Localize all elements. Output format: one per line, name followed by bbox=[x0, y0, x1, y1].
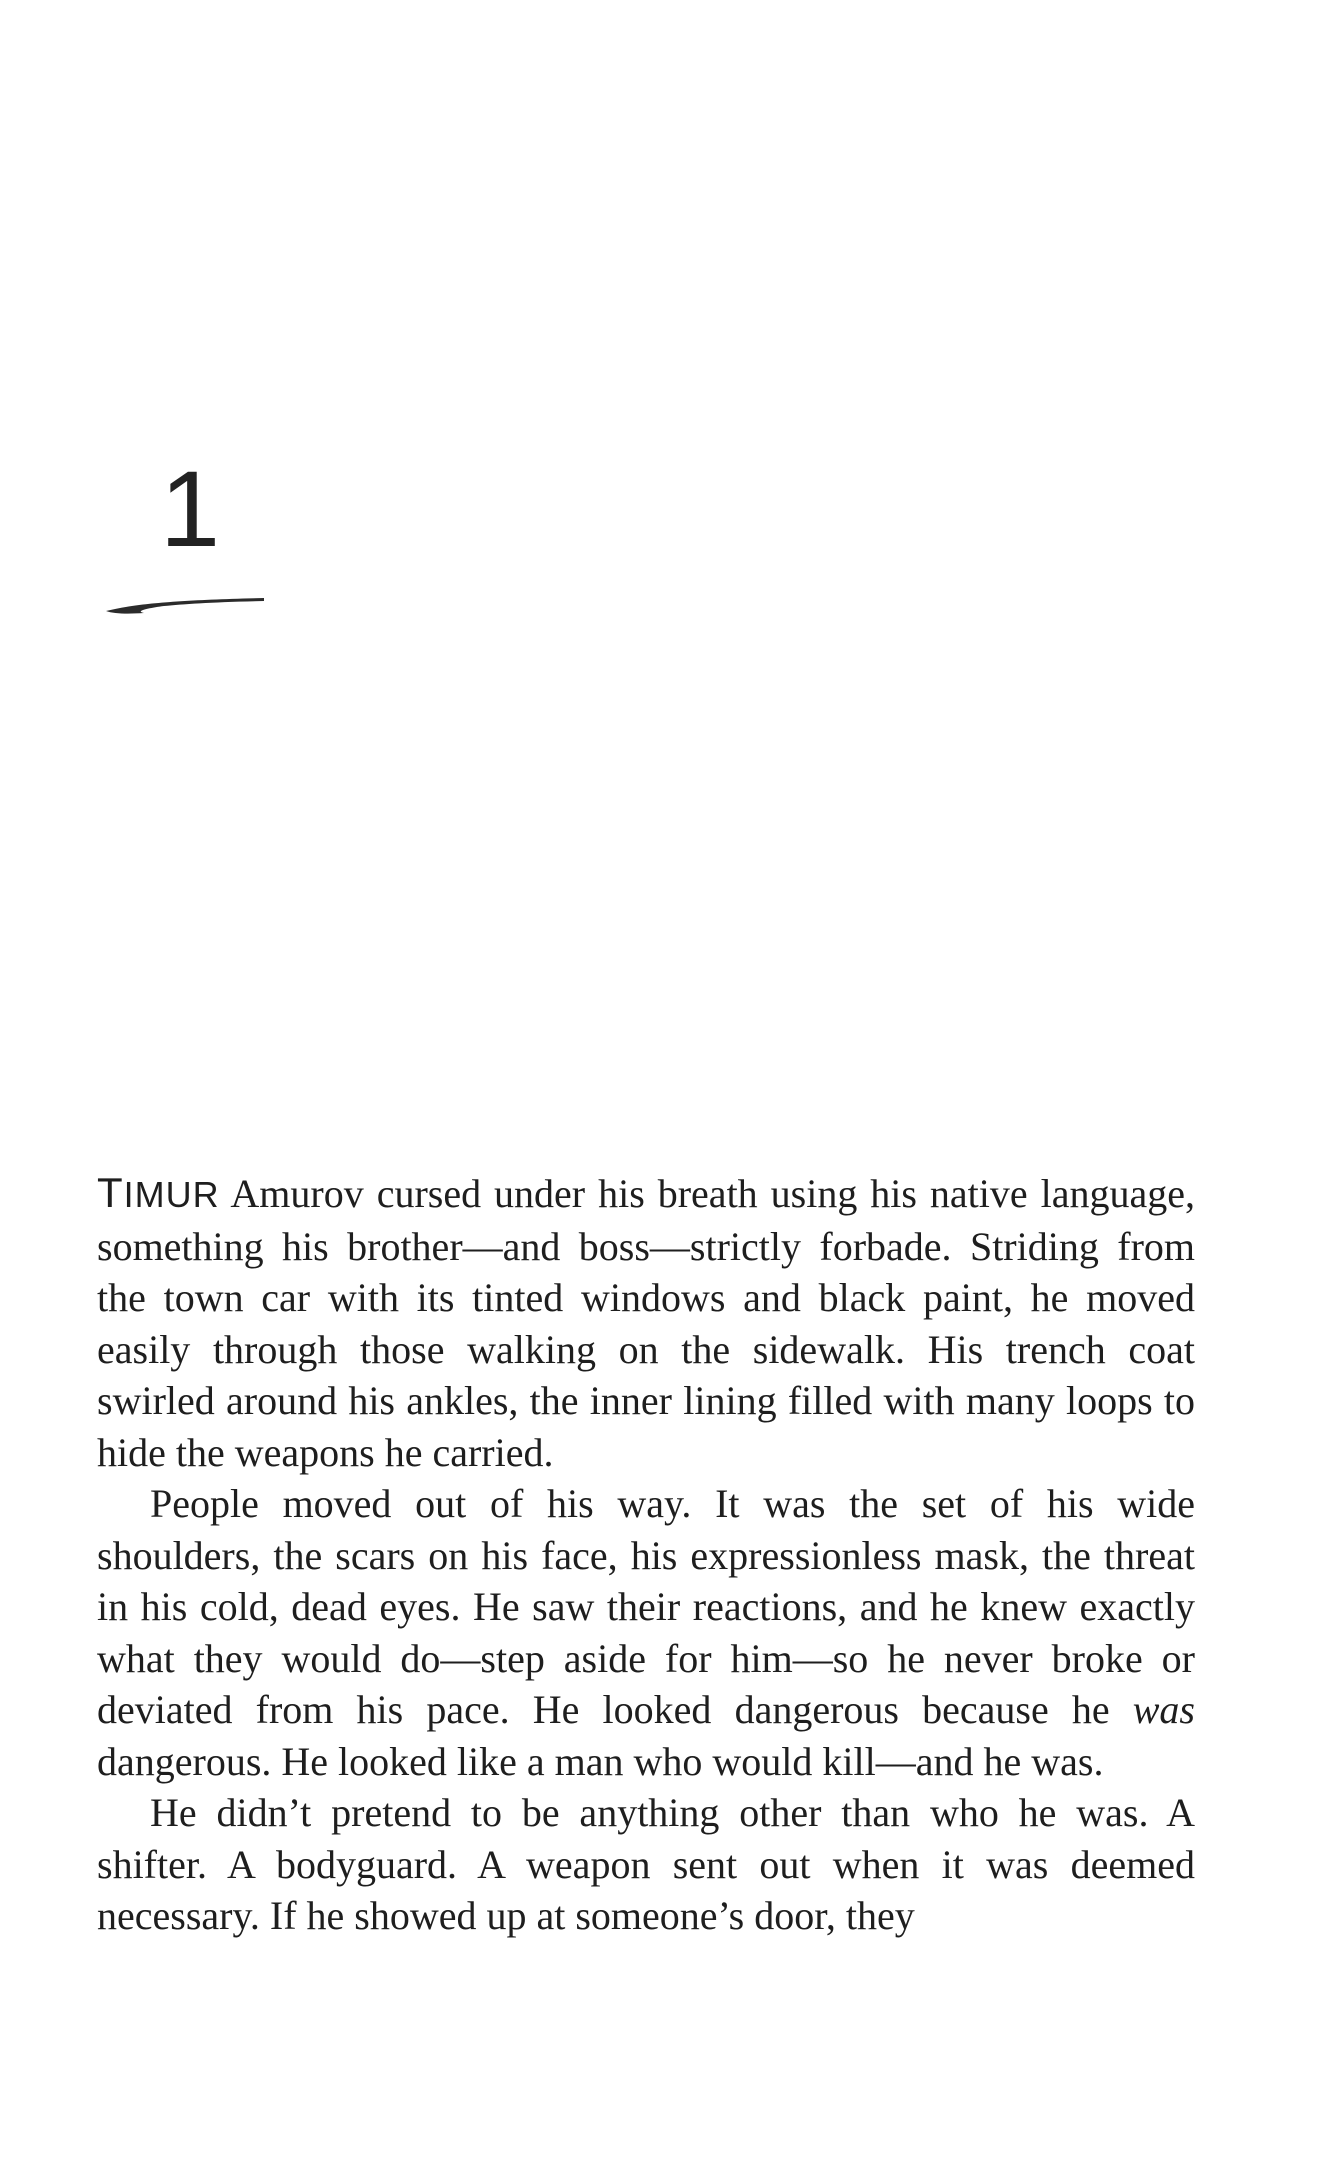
paragraph-3: He didn’t pretend to be anything other than who he was. A shifter. A bodyguard. A weapon sent out when it was deemed necessary. If he showed up at someone’s door, they bbox=[97, 1790, 1195, 1938]
chapter-body bbox=[97, 1167, 1195, 1942]
chapter-number: 1 bbox=[160, 448, 221, 569]
paragraph-2: People moved out of his way. It was the set of his wide shoulders, the scars on his face, his expressionless mask, the threat in his cold, dead eyes. He saw their reactions, and he knew exactly what they would do—step aside for him—so he never broke or deviated from his pace. He looked dangerous because he was dangerous. He looked like a man who would kill—and he was. bbox=[97, 1481, 1195, 1784]
emphasized-word: was bbox=[1132, 1687, 1195, 1732]
chapter-swash-ornament bbox=[104, 594, 266, 616]
lead-in-word: TIMUR bbox=[97, 1169, 220, 1216]
paragraph-1: TIMUR Amurov cursed under his breath using his native language, something his brother—and boss—strictly forbade. Striding from the town car with its tinted windows and black paint, he moved easily through those walking on the sidewalk. His trench coat swirled around his ankles, the inner lining filled with many loops to hide the weapons he carried. bbox=[97, 1169, 1195, 1475]
